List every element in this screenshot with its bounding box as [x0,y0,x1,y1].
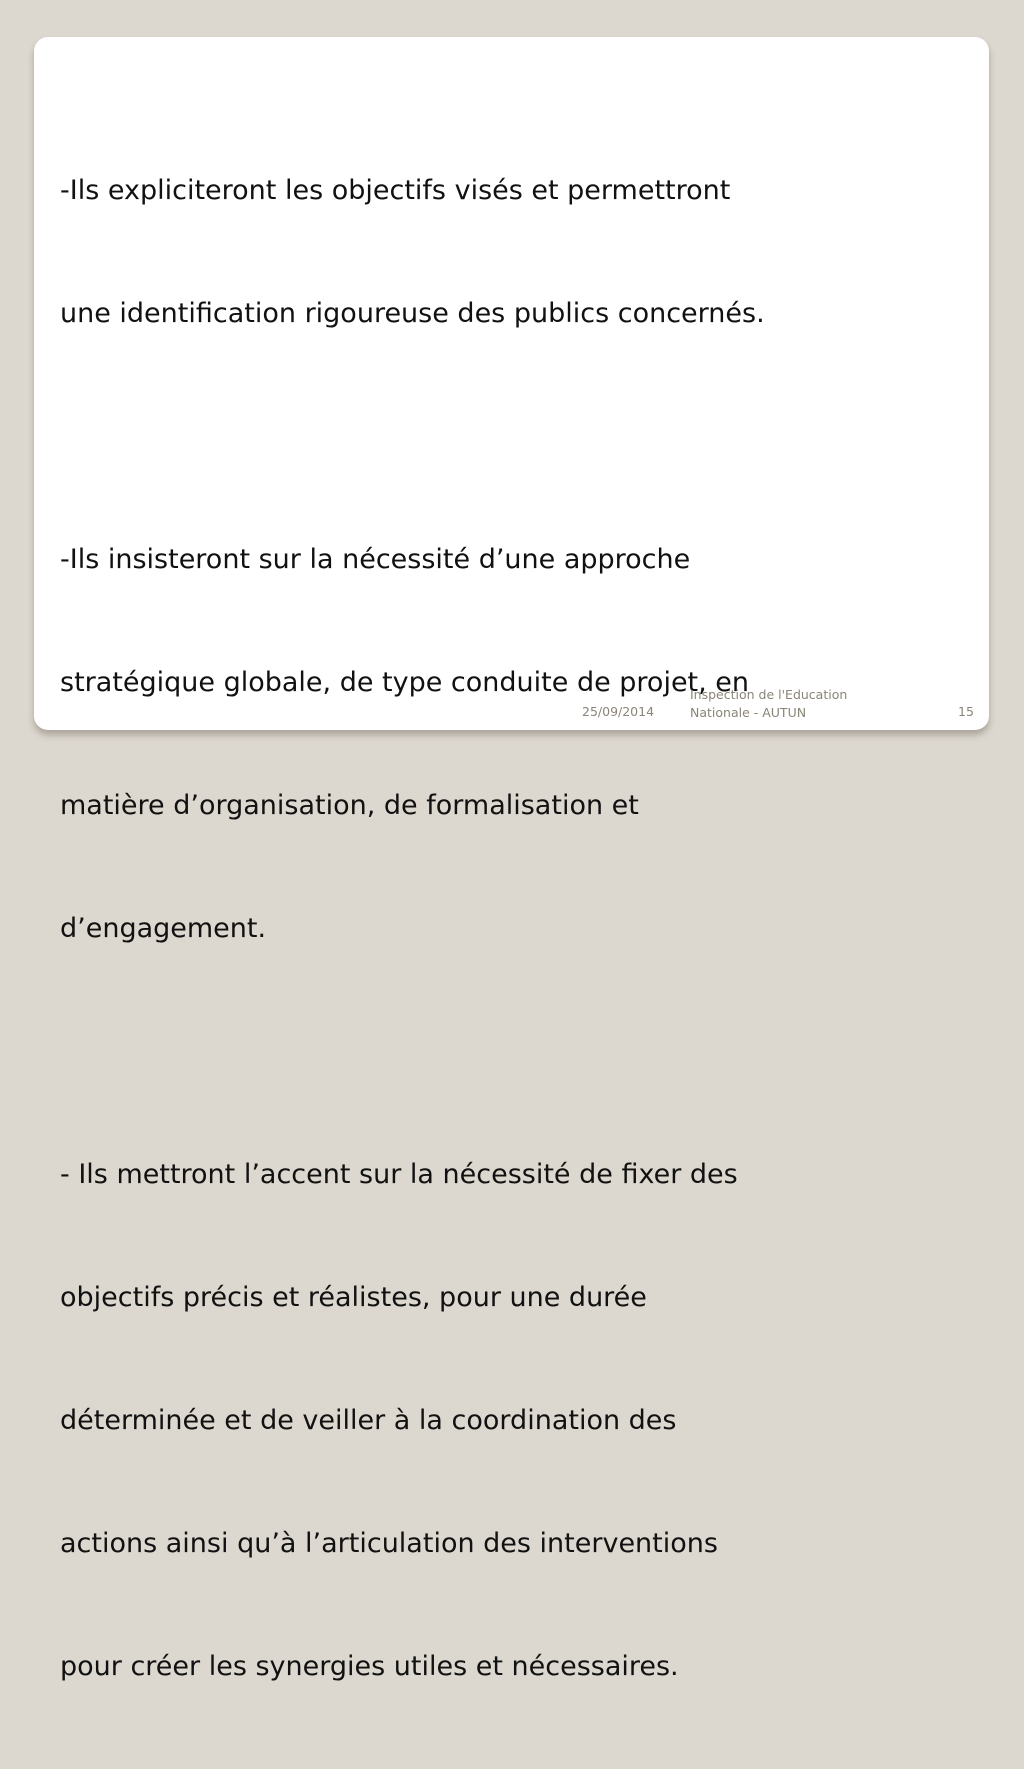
text-line: stratégique globale, de type conduite de projet, en [60,667,750,698]
text-line: matière d’organisation, de formalisation et [60,790,639,821]
text-line: d’engagement. [60,913,267,944]
paragraph-spacer [60,416,965,457]
text-line: déterminée et de veiller à la coordination des [60,1405,677,1436]
paragraph-spacer [60,1031,965,1072]
paragraph-objectifs [60,88,965,416]
text-line: actions ainsi qu’à l’articulation des interventions [60,1528,718,1559]
footer-organization-line: Nationale - AUTUN [690,705,807,720]
footer-organization [690,686,847,722]
text-line: - Ils mettront l’accent sur la nécessité de fixer des [60,1159,738,1190]
footer-date: 25/09/2014 [582,704,655,719]
text-line: -Ils expliciteront les objectifs visés et permettront [60,175,731,206]
footer-organization-line: Inspection de l'Education [690,687,848,702]
text-line: objectifs précis et réalistes, pour une durée [60,1282,647,1313]
paragraph-approche [60,457,965,1031]
slide-body [60,88,965,1769]
text-line: -Ils insisteront sur la nécessité d’une approche [60,544,691,575]
paragraph-accent [60,1072,965,1769]
text-line: une identification rigoureuse des publics concernés. [60,298,765,329]
slide-number: 15 [958,704,974,719]
text-line: pour créer les synergies utiles et nécessaires. [60,1651,679,1682]
